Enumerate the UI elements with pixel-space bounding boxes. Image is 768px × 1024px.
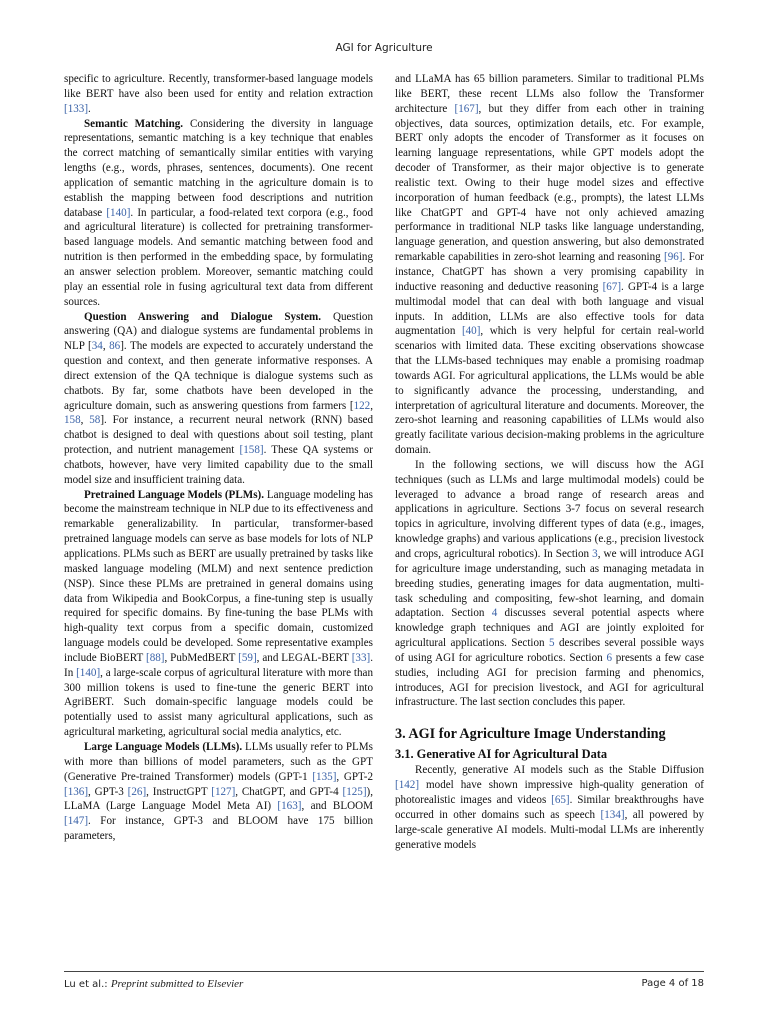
citation-link[interactable]: 122 bbox=[353, 399, 371, 412]
citation-link[interactable]: [135] bbox=[312, 770, 337, 783]
citation-link[interactable]: [136] bbox=[64, 785, 89, 798]
paragraph: and LLaMA has 65 billion parameters. Similar to traditional PLMs like BERT, these recent LLMs also follow the Transformer architecture [167], but they differ from each other in training objectives, data sources, optimization details, etc. For example, BERT only adopts the encoder of Transformer as it focuses on learning language representations, while GPT models adopt the decoder of Transformer, as their major objective is to generate realistic text. Owing to their huge model sizes and effective incorporation of human feedback (e.g., prompts), the latest LLMs like ChatGPT and GPT-4 have not only achieved amazing performance in traditional NLP tasks like language understanding, language generation, and question answering, but also demonstrated remarkable capabilities in zero-shot learning and reasoning [96]. For instance, ChatGPT has shown a very promising capability in inductive reasoning and deductive reasoning [67]. GPT-4 is a large multimodal model that can deal with both language and visual inputs. In addition, LLMs are also effective tools for data augmentation [40], which is very helpful for certain real-world scenarios with limited data. These exciting observations showcase that the LLMs-based techniques may enable a promising roadmap towards AGI. For agricultural applications, the LLMs would be able to significantly advance the processing, understanding, and interpretation of agricultural literature and documents. Moreover, the zero-shot learning and reasoning capabilities of LLMs would also greatly facilitate various decision-making problems in the agriculture domain. bbox=[395, 73, 705, 457]
citation-link[interactable]: [33] bbox=[351, 651, 371, 664]
paragraph: specific to agriculture. Recently, transformer-based language models like BERT have also been used for entity and relation extraction [133]. bbox=[64, 73, 373, 115]
paragraph-run-in-heading: Large Language Models (LLMs). bbox=[84, 740, 243, 753]
citation-link[interactable]: [134] bbox=[600, 808, 625, 821]
citation-link[interactable]: [147] bbox=[64, 815, 89, 828]
citation-link[interactable]: 58 bbox=[89, 414, 101, 427]
footer-venue: Preprint submitted to Elsevier bbox=[110, 978, 244, 990]
citation-link[interactable]: 6 bbox=[606, 651, 612, 664]
citation-link[interactable]: [125] bbox=[342, 785, 367, 798]
citation-link[interactable]: 5 bbox=[549, 637, 555, 650]
citation-link[interactable]: [26] bbox=[127, 785, 147, 798]
right-column bbox=[395, 72, 704, 852]
page-number: Page 4 of 18 bbox=[641, 978, 704, 989]
paragraph-run-in-heading: Question Answering and Dialogue System. bbox=[84, 310, 322, 323]
paragraph-large-language-models: Large Language Models (LLMs). LLMs usually refer to PLMs with more than billions of model parameters, such as the GPT (Generative Pre-trained Transformer) models (GPT-1 [135], GPT-2 [136], GPT-3 [26], InstructGPT [127], ChatGPT, and GPT-4 [125]), LLaMA (Large Language Model Meta AI) [163], and BLOOM [147]. For instance, GPT-3 and BLOOM have 175 billion parameters, bbox=[64, 740, 373, 843]
citation-link[interactable]: 34 bbox=[91, 340, 103, 353]
citation-link[interactable]: [96] bbox=[664, 251, 683, 264]
citation-link[interactable]: [88] bbox=[146, 651, 165, 664]
citation-link[interactable]: 158 bbox=[64, 414, 81, 427]
citation-link[interactable]: [127] bbox=[211, 785, 236, 798]
citation-link[interactable]: [133] bbox=[64, 102, 89, 115]
running-header-title: AGI for Agriculture bbox=[335, 42, 433, 54]
section-heading: 3. AGI for Agriculture Image Understanding bbox=[395, 726, 666, 743]
citation-link[interactable]: [67] bbox=[602, 280, 622, 293]
citation-link[interactable]: 86 bbox=[109, 340, 121, 353]
citation-link[interactable]: [158] bbox=[239, 444, 264, 457]
citation-link[interactable]: [140] bbox=[76, 666, 101, 679]
subsection-heading: 3.1. Generative AI for Agricultural Data bbox=[395, 747, 608, 762]
citation-link[interactable]: [142] bbox=[395, 779, 420, 792]
footer-divider bbox=[64, 971, 704, 972]
citation-link[interactable]: [167] bbox=[454, 102, 479, 115]
citation-link[interactable]: [140] bbox=[106, 206, 131, 219]
paragraph-pretrained-language-models: Pretrained Language Models (PLMs). Language modeling has become the mainstream technique in NLP due to its effectiveness and remarkable generalizability. In particular, transformer-based pretrained language models can serve as base models for lots of NLP applications. PLMs such as BERT are usually pretrained by tasks like masked language modeling (MLM) and next sentence prediction (NSP). Since these PLMs are pretrained in general domains using data from Wikipedia and BookCorpus, a fine-tuning step is usually required for specific domains. By fine-tuning the base PLMs with high-quality text corpus from a specific domain, customized language models could be developed. Some representative examples include BioBERT [88], PubMedBERT [59], and LEGAL-BERT [33]. In [140], a large-scale corpus of agricultural literature with more than 300 million tokens is used to fine-tune the generic BERT into AgriBERT. Such domain-specific language models could be potentially used to assist many agricultural applications, such as agricultural marketing, agricultural social media analytics, etc. bbox=[64, 488, 373, 739]
paragraph-run-in-heading: Semantic Matching. bbox=[84, 117, 184, 130]
paragraph-question-answering: Question Answering and Dialogue System. Question answering (QA) and dialogue systems are fundamental problems in NLP [34, 86]. The models are expected to accurately understand the question and context, and then generate informative responses. A direct extension of the QA technique is dialogue systems such as chatbots. By far, some chatbots have been developed in the agriculture domain, such as answering questions from farmers [122, 158, 58]. For instance, a recurrent neural network (RNN) based chatbot is designed to deal with questions about soil testing, plant protection, and nutrient management [158]. These QA systems or chatbots, however, have very limited capability due to the small model size and insufficient training data. bbox=[64, 310, 374, 486]
footer-authors: Lu et al.: bbox=[64, 979, 108, 990]
citation-link[interactable]: [59] bbox=[238, 651, 257, 664]
citation-link[interactable]: [163] bbox=[277, 800, 302, 813]
left-column bbox=[64, 72, 373, 844]
citation-link[interactable]: 3 bbox=[592, 548, 598, 560]
paragraph-semantic-matching: Semantic Matching. Considering the diversity in language representations, semantic matching is a key technique that enables the correct matching of semantically similar entities with varying lengths (e.g., words, phrases, sentences, documents). One recent application of semantic matching in the agriculture domain is to establish the mapping between food descriptions and nutrition database [140]. In particular, a food-related text corpora (e.g., food and agricultural literature) is collected for pretraining transformer-based language models. And semantic matching between food and nutrition is then performed in the embedding space, by formulating an answer selection problem. Moreover, semantic matching could play an essential role in fusing agricultural text data from different sources. bbox=[64, 117, 373, 308]
paragraph-section-overview: In the following sections, we will discuss how the AGI techniques (such as LLMs and large multimodal models) could be leveraged to advance a broad range of research areas and applications in agriculture. Sections 3-7 focus on several research topics in agriculture, involving different types of data (e.g., images, knowledge graphs) and various applications (e.g., precision livestock and crops, agricultural robotics). In Section 3, we will introduce AGI for agriculture image understanding, such as managing metadata in breeding studies, generating images for data augmentation, multi-task scheduling and compositing, few-shot learning, and domain adaptation. Section 4 discusses several potential aspects where knowledge graph techniques and AGI are jointly exploited for agricultural applications. Section 5 describes several possible ways of using AGI for agriculture robotics. Section 6 presents a few case studies, including AGI for precision farming and phenomics, introduces, AGI for precision livestock, and AGI for agricultural infrastructure. The last section concludes this paper. bbox=[395, 458, 705, 709]
paragraph-run-in-heading: Pretrained Language Models (PLMs). bbox=[84, 488, 264, 501]
footer-citation bbox=[64, 978, 243, 990]
citation-link[interactable]: [40] bbox=[461, 325, 481, 338]
paragraph-generative-ai: Recently, generative AI models such as the Stable Diffusion [142] model have shown impressive high-quality generation of photorealistic images and videos [65]. Similar breakthroughs have occurred in other domains such as speech [134], all powered by large-scale generative AI models. Multi-modal LLMs are inherently generative models bbox=[395, 764, 704, 851]
citation-link[interactable]: [65] bbox=[551, 793, 570, 806]
citation-link[interactable]: 4 bbox=[491, 607, 498, 620]
